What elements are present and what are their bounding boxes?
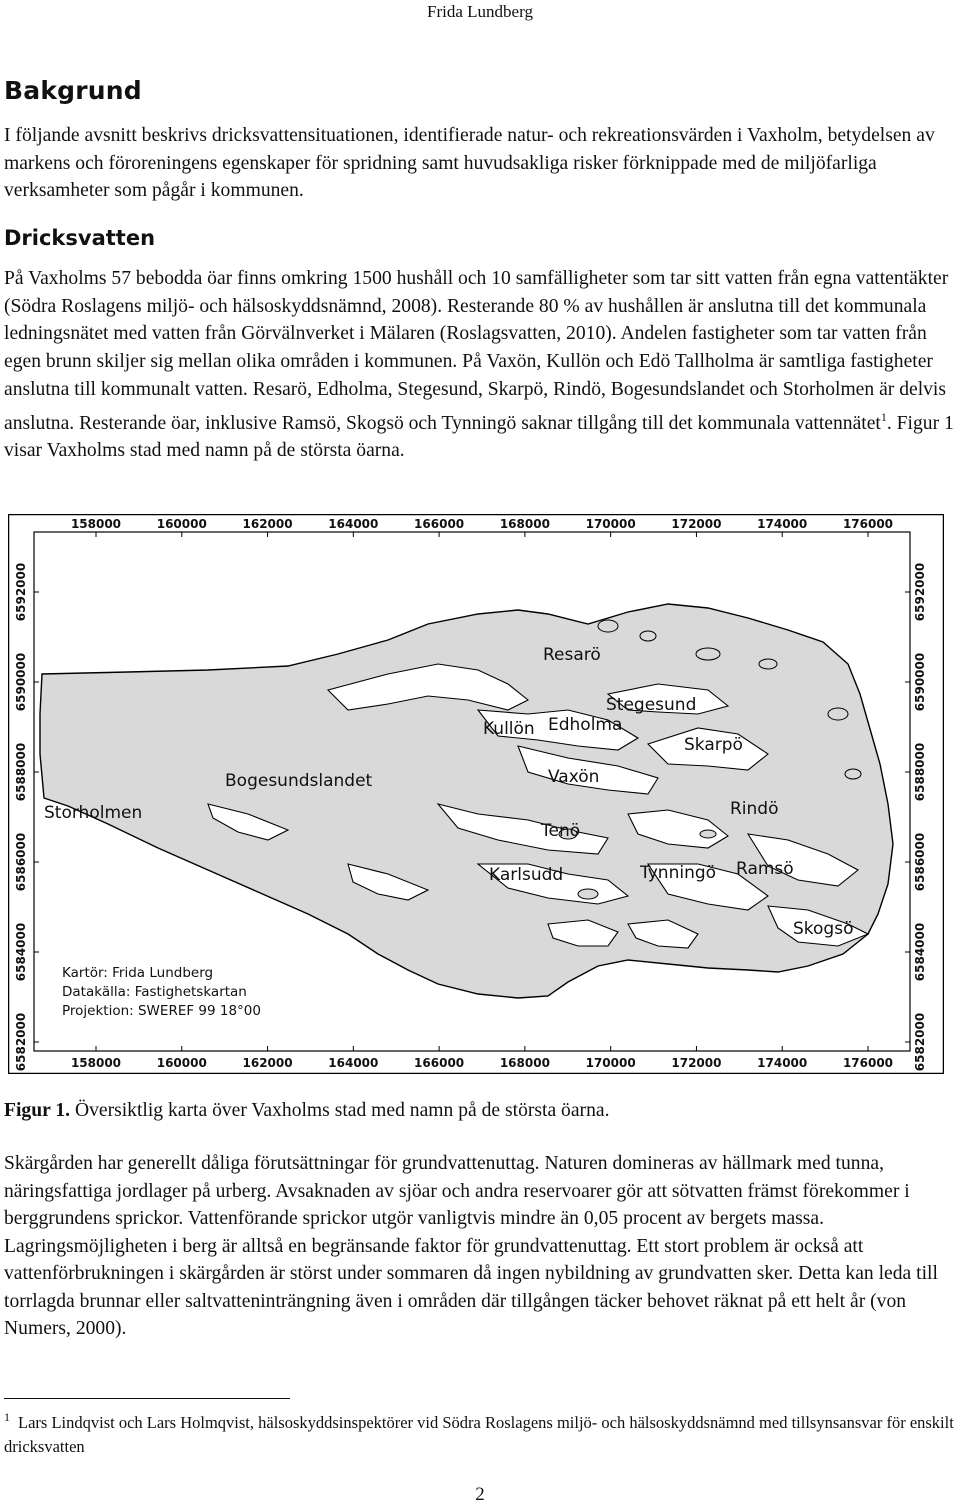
subsection-heading: Dricksvatten: [4, 226, 156, 250]
x-tick-label-top: 164000: [328, 517, 379, 531]
y-tick-label-left: 6586000: [14, 832, 28, 892]
groundwater-paragraph: Skärgården har generellt dåliga förutsättningar för grundvattenuttag. Naturen domineras av hällmark med tunna, näringsfattiga jordlager på urberg. Avsaknaden av sjöar och andra reservoarer gör att sötvatten främst förekommer i berggrundens sprickor. Vattenförande sprickor utgör vanligtvis mindre än 0,05 procent av bergets massa. Lagringsmöjligheten i berg är alltså en begränsande faktor för grundvattenuttag. Ett stort problem är också att vattenförbrukningen i skärgården är störst under sommaren då ingen nybildning av grundvatten sker. Detta kan leda till torrlagda brunnar eller saltvatteninträngning även i områden där tillgången täcker behovet räknat på ett helt år (von Numers, 2000).: [4, 1153, 938, 1339]
label-rindo: Rindö: [730, 799, 779, 819]
x-tick-label-bottom: 158000: [70, 1056, 122, 1070]
paragraph-main-text: På Vaxholms 57 bebodda öar finns omkring 1500 hushåll och 10 samfälligheter som tar sitt vatten från egna vattentäkter (Södra Roslagens miljö- och hälsoskyddsnämnd, 2008). Resterande 80 % av hushållen är anslutna till det kommunala ledningsnätet med vatten från Görvälnverket i Mälaren (Roslagsvatten, 2010). Andelen fastigheter som tar vatten från egen brunn skiljer sig mellan olika områden i kommunen. På Vaxön, Kullön och Edö Tallholma är samtliga fastigheter anslutna till kommunalt vatten. Resarö, Edholma, Stegesund, Skarpö, Rindö, Bogesundslandet och Storholmen är delvis anslutna. Resterande öar, inklusive Ramsö, Skogsö och Tynningö saknar tillgång till det kommunala vattennätet: [4, 268, 949, 434]
label-edholma: Edholma: [548, 715, 623, 735]
y-tick-label-right: 6582000: [913, 1012, 927, 1072]
label-vaxon: Vaxön: [548, 767, 600, 787]
y-tick-label-right: 6584000: [913, 922, 927, 982]
vaxholm-map: [8, 514, 944, 1074]
y-tick-label-right: 6588000: [913, 742, 927, 802]
label-kullon: Kullön: [483, 719, 535, 739]
map-credit-source: Datakälla: Fastighetskartan: [62, 984, 247, 1000]
x-tick-label-top: 158000: [70, 517, 122, 531]
paragraph-tail-text: . Figur 1 visar Vaxholms stad med namn på de största öarna.: [4, 412, 954, 462]
label-bogesundslandet: Bogesundslandet: [225, 771, 373, 791]
figure-caption-text: Översiktlig karta över Vaxholms stad med namn på de största öarna.: [70, 1100, 610, 1121]
x-tick-label-top: 162000: [242, 517, 293, 531]
map-credit-author: Kartör: Frida Lundberg: [62, 965, 214, 981]
y-tick-label-left: 6582000: [14, 1012, 28, 1072]
x-tick-label-top: 168000: [499, 517, 550, 531]
x-tick-label-bottom: 162000: [242, 1056, 293, 1070]
footnote-reference[interactable]: 1: [880, 409, 887, 424]
page-header-author: Frida Lundberg: [427, 2, 533, 21]
map-credit-projection: Projektion: SWEREF 99 18°00: [62, 1003, 261, 1019]
y-tick-label-left: 6592000: [14, 562, 28, 622]
x-tick-label-bottom: 170000: [585, 1056, 636, 1070]
drinking-water-paragraph: [4, 265, 956, 465]
x-tick-label-bottom: 166000: [414, 1056, 465, 1070]
footnote: [4, 1405, 956, 1459]
y-tick-label-left: 6588000: [14, 742, 28, 802]
x-tick-label-top: 172000: [671, 517, 722, 531]
label-ramso: Ramsö: [736, 859, 794, 879]
x-tick-label-top: 176000: [842, 517, 894, 531]
label-storholmen: Storholmen: [44, 803, 143, 823]
label-teno: Tenö: [541, 821, 581, 841]
y-tick-label-left: 6584000: [14, 922, 28, 982]
y-tick-label-right: 6586000: [913, 832, 927, 892]
figure-caption: [4, 1100, 609, 1122]
label-skogso: Skogsö: [793, 919, 854, 939]
figure-label: Figur 1.: [4, 1100, 71, 1121]
page-number: 2: [475, 1484, 485, 1505]
label-karlsudd: Karlsudd: [489, 865, 564, 885]
x-tick-label-bottom: 172000: [671, 1056, 722, 1070]
x-tick-label-top: 160000: [156, 517, 207, 531]
x-tick-label-top: 170000: [585, 517, 636, 531]
section-heading: Bakgrund: [4, 76, 142, 105]
y-tick-label-left: 6590000: [14, 652, 28, 712]
label-skarpo: Skarpö: [684, 735, 743, 755]
y-tick-label-right: 6590000: [913, 652, 927, 712]
x-tick-label-top: 166000: [414, 517, 465, 531]
x-tick-label-bottom: 160000: [156, 1056, 207, 1070]
footnote-divider: [4, 1398, 290, 1399]
x-tick-label-bottom: 168000: [499, 1056, 550, 1070]
label-resaro: Resarö: [543, 645, 601, 665]
x-tick-label-bottom: 164000: [328, 1056, 379, 1070]
label-tynningo: Tynningö: [640, 863, 717, 883]
y-tick-label-right: 6592000: [913, 562, 927, 622]
intro-paragraph: I följande avsnitt beskrivs dricksvattensituationen, identifierade natur- och rekreationsvärden i Vaxholm, betydelsen av markens och föroreningens egenskaper för spridning samt huvudsakliga risker förknippade med de miljöfarliga verksamheter som pågår i kommunen.: [4, 125, 935, 202]
x-tick-label-top: 174000: [757, 517, 808, 531]
footnote-text: Lars Lindqvist och Lars Holmqvist, hälsoskyddsinspektörer vid Södra Roslagens miljö- och hälsoskyddsnämnd med tillsynsansvar för enskilt dricksvatten: [4, 1413, 954, 1456]
label-stegesund: Stegesund: [606, 695, 697, 715]
x-tick-label-bottom: 174000: [757, 1056, 808, 1070]
x-tick-label-bottom: 176000: [842, 1056, 894, 1070]
footnote-number: 1: [4, 1410, 10, 1424]
